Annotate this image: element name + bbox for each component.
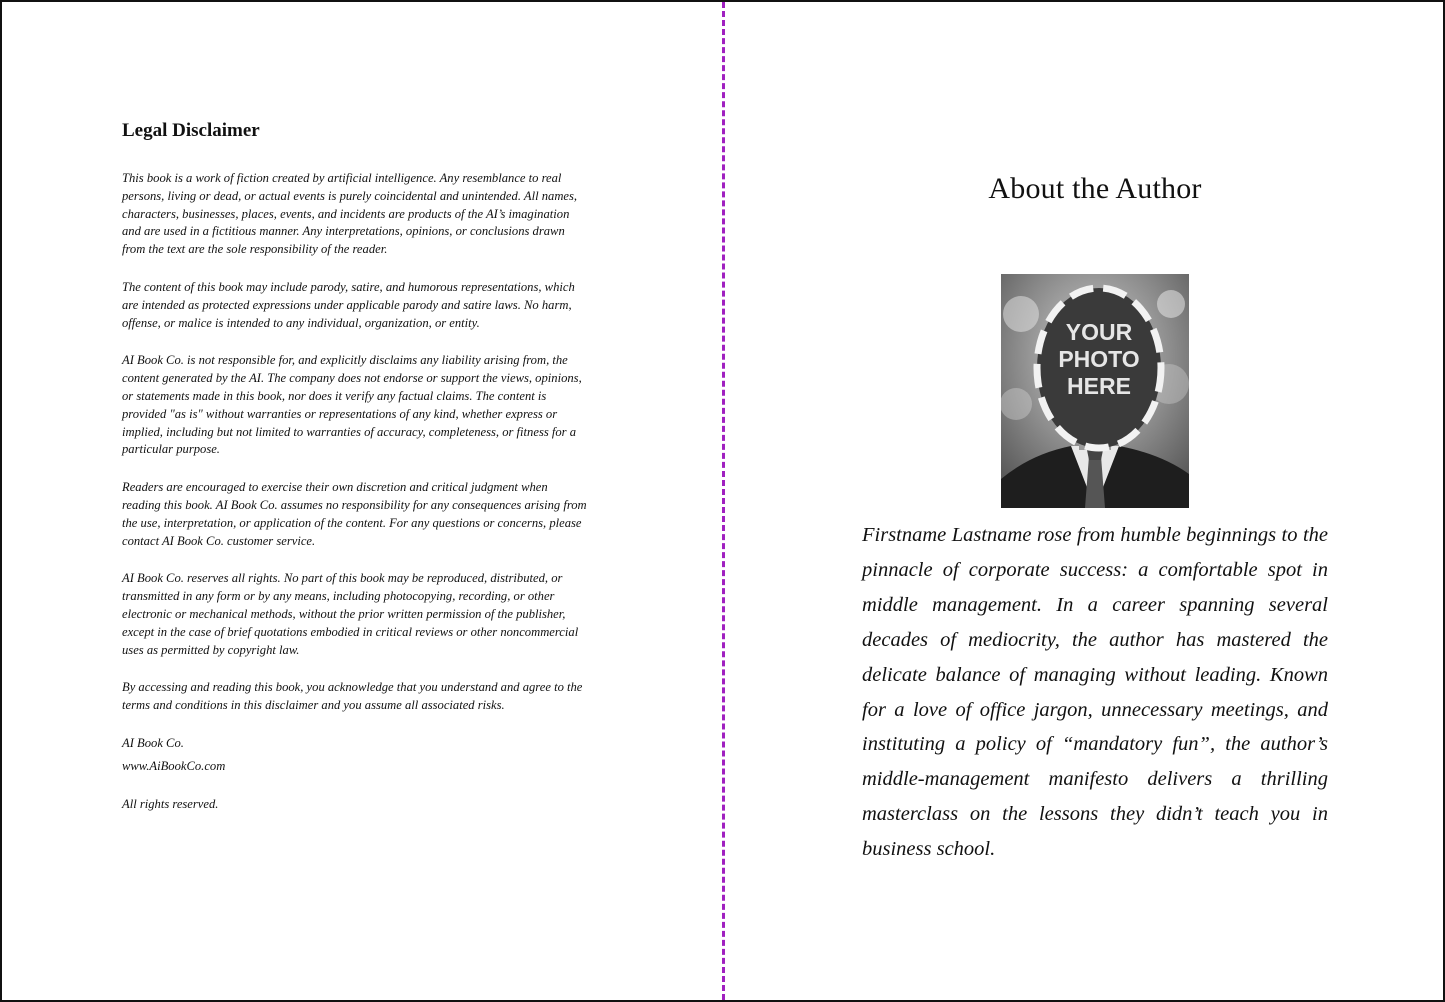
author-bio: Firstname Lastname rose from humble beginnings to the pinnacle of corporate success: a comfortable spot in middle management. In a career spanning several decades of mediocrity, the author has mastered the delicate balance of managing without leading. Known for a love of office jargon, unnecessary meetings, and instituting a policy of “mandatory fun”, the author’s middle-management manifesto delivers a thrilling masterclass on the lessons they didn’t teach you in business school.	[862, 524, 1328, 861]
photo-text-line-1: YOUR	[1065, 319, 1133, 345]
disclaimer-rights: All rights reserved.	[122, 796, 219, 811]
right-page	[862, 172, 1328, 867]
disclaimer-paragraph-6: By accessing and reading this book, you acknowledge that you understand and agree to the terms and conditions in this disclaimer and you assume all associated risks.	[122, 680, 583, 713]
disclaimer-paragraph-2: The content of this book may include parody, satire, and humorous representations, which are intended as protected expressions under applicable parody and satire laws. No harm, offense, or malice is intended to any individual, organization, or entity.	[122, 279, 575, 330]
disclaimer-paragraph-4: Readers are encouraged to exercise their own discretion and critical judgment when reading this book. AI Book Co. assumes no responsibility for any consequences arising from the use, interpretation, or application of the content. For any questions or concerns, please contact AI Book Co. customer service.	[122, 480, 587, 548]
author-photo-image	[1001, 274, 1189, 508]
disclaimer-paragraph-1: This book is a work of fiction created by artificial intelligence. Any resemblance to real persons, living or dead, or actual events is purely coincidental and unintended. All names, characters, businesses, places, events, and incidents are products of the AI’s imagination and are used in a fictitious manner. Any interpretations, opinions, or conclusions drawn from the text are the sole responsibility of the reader.	[122, 171, 578, 257]
left-page	[122, 120, 588, 813]
disclaimer-url: www.AiBookCo.com	[122, 758, 226, 773]
disclaimer-paragraph-3: AI Book Co. is not responsible for, and explicitly disclaims any liability arising from, the content generated by the AI. The company does not endorse or support the views, opinions, or statements made in this book, nor does it verify any factual claims. The content is provided "as is" without warranties or representations of any kind, whether express or implied, including but not limited to warranties of accuracy, completeness, or fitness for a particular purpose.	[122, 353, 582, 457]
disclaimer-company: AI Book Co.	[122, 735, 184, 750]
author-photo-placeholder	[1001, 274, 1189, 508]
photo-text-line-3: HERE	[1067, 373, 1131, 399]
page-fold-divider	[722, 2, 725, 1000]
photo-text-line-2: PHOTO	[1058, 346, 1140, 372]
about-title: About the Author	[988, 172, 1202, 205]
disclaimer-title: Legal Disclaimer	[122, 120, 260, 141]
disclaimer-paragraph-5: AI Book Co. reserves all rights. No part of this book may be reproduced, distributed, or transmitted in any form or by any means, including photocopying, recording, or other electronic or mechanical methods, without the prior written permission of the publisher, except in the case of brief quotations embodied in critical reviews or other noncommercial uses as permitted by copyright law.	[122, 571, 579, 657]
